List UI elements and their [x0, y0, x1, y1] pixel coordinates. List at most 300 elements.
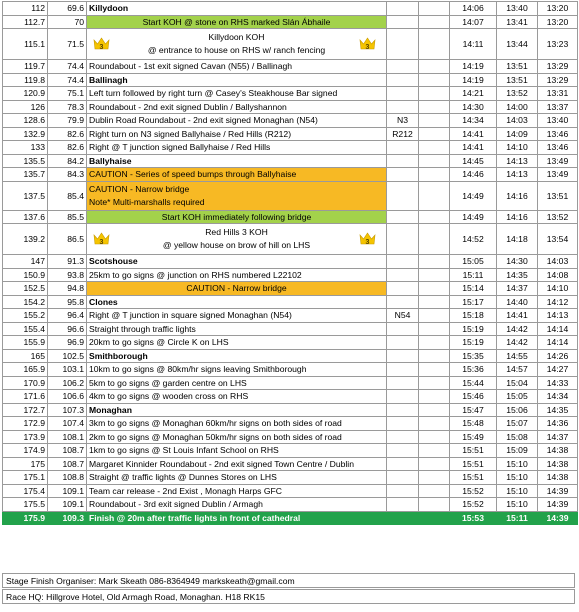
- distance-km: 119.7: [3, 60, 48, 74]
- time-fast: 15:51: [450, 471, 497, 485]
- description-line: Right turn on N3 signed Ballyhaise / Red Hills (R212): [89, 128, 292, 139]
- route-description: [87, 403, 387, 417]
- distance-km: 175.4: [3, 484, 48, 498]
- road-number: N3: [387, 114, 419, 128]
- time-medium: 14:00: [497, 100, 538, 114]
- time-slow: 14:10: [538, 282, 578, 296]
- crown-icon: [93, 37, 110, 50]
- time-medium: 14:10: [497, 141, 538, 155]
- route-row: [3, 282, 578, 296]
- description-line: Killydoon: [89, 3, 129, 14]
- route-row: [3, 168, 578, 182]
- time-fast: 15:19: [450, 336, 497, 350]
- distance-miles: 96.4: [48, 309, 87, 323]
- distance-km: 128.6: [3, 114, 48, 128]
- description-line: Killydoon KOH: [208, 32, 265, 42]
- road-number: [387, 336, 419, 350]
- time-medium: 14:13: [497, 168, 538, 182]
- time-fast: 15:14: [450, 282, 497, 296]
- distance-miles: 74.4: [48, 60, 87, 74]
- time-slow: 13:37: [538, 100, 578, 114]
- time-slow: 14:14: [538, 336, 578, 350]
- crown-icon: [359, 232, 376, 245]
- time-medium: 15:04: [497, 376, 538, 390]
- description-line: 2km to go signs @ Monaghan 50km/hr signs on both sides of road: [89, 431, 342, 442]
- distance-miles: 84.3: [48, 168, 87, 182]
- time-medium: 15:10: [497, 471, 538, 485]
- time-medium: 15:10: [497, 484, 538, 498]
- route-description: [87, 100, 387, 114]
- route-description: [87, 15, 387, 29]
- route-row: [3, 322, 578, 336]
- route-table: [2, 1, 578, 525]
- description-line: Clones: [89, 296, 118, 307]
- time-medium: 13:40: [497, 2, 538, 16]
- time-slow: 14:12: [538, 295, 578, 309]
- time-medium: 14:35: [497, 268, 538, 282]
- route-description: [87, 141, 387, 155]
- time-fast: 14:52: [450, 224, 497, 255]
- crown-icon: [359, 37, 376, 50]
- route-row: [3, 73, 578, 87]
- road-number: R212: [387, 127, 419, 141]
- route-row: [3, 511, 578, 525]
- distance-miles: 69.6: [48, 2, 87, 16]
- route-row: [3, 403, 578, 417]
- time-medium: 14:37: [497, 282, 538, 296]
- route-description: [87, 168, 387, 182]
- time-medium: 15:10: [497, 457, 538, 471]
- route-row: [3, 224, 578, 255]
- road-number: [387, 295, 419, 309]
- time-medium: 14:09: [497, 127, 538, 141]
- blank-cell: [419, 295, 450, 309]
- blank-cell: [419, 349, 450, 363]
- time-fast: 15:05: [450, 255, 497, 269]
- blank-cell: [419, 511, 450, 525]
- distance-miles: 82.6: [48, 127, 87, 141]
- description-line: 25km to go signs @ junction on RHS numbered L22102: [89, 269, 302, 280]
- route-description: [87, 210, 387, 224]
- distance-miles: 71.5: [48, 29, 87, 60]
- distance-km: 175.1: [3, 471, 48, 485]
- route-description: [87, 498, 387, 512]
- description-line-2: @ entrance to house on RHS w/ ranch fencing: [147, 45, 326, 55]
- description-line: Straight through traffic lights: [89, 323, 196, 334]
- time-slow: 14:26: [538, 349, 578, 363]
- distance-miles: 85.5: [48, 210, 87, 224]
- route-description: [87, 336, 387, 350]
- description-line: Dublin Road Roundabout - 2nd exit signed Monaghan (N54): [89, 115, 318, 126]
- route-description: [87, 2, 387, 16]
- distance-km: 137.6: [3, 210, 48, 224]
- time-medium: 13:51: [497, 60, 538, 74]
- blank-cell: [419, 15, 450, 29]
- route-row: [3, 498, 578, 512]
- description-line: Start KOH @ stone on RHS marked Slán Ábhaile: [142, 16, 331, 27]
- koh-category-label: 3: [99, 239, 104, 246]
- route-row: [3, 309, 578, 323]
- time-slow: 13:46: [538, 127, 578, 141]
- blank-cell: [419, 181, 450, 210]
- blank-cell: [419, 498, 450, 512]
- time-slow: 14:27: [538, 363, 578, 377]
- distance-miles: 107.3: [48, 403, 87, 417]
- blank-cell: [419, 168, 450, 182]
- road-number: [387, 168, 419, 182]
- distance-km: 174.9: [3, 444, 48, 458]
- time-fast: 14:41: [450, 141, 497, 155]
- time-fast: 15:46: [450, 390, 497, 404]
- road-number: [387, 141, 419, 155]
- blank-cell: [419, 255, 450, 269]
- blank-cell: [419, 430, 450, 444]
- distance-km: 132.9: [3, 127, 48, 141]
- route-row: [3, 181, 578, 210]
- route-row: [3, 154, 578, 168]
- distance-km: 171.6: [3, 390, 48, 404]
- distance-miles: 96.9: [48, 336, 87, 350]
- description-line: Smithborough: [89, 350, 148, 361]
- road-number: [387, 154, 419, 168]
- route-row: [3, 430, 578, 444]
- blank-cell: [419, 471, 450, 485]
- time-fast: 15:51: [450, 457, 497, 471]
- distance-km: 155.2: [3, 309, 48, 323]
- road-number: [387, 322, 419, 336]
- distance-miles: 108.7: [48, 457, 87, 471]
- distance-miles: 95.8: [48, 295, 87, 309]
- time-medium: 14:16: [497, 210, 538, 224]
- distance-km: 119.8: [3, 73, 48, 87]
- time-fast: 15:53: [450, 511, 497, 525]
- time-fast: 14:19: [450, 73, 497, 87]
- road-number: [387, 498, 419, 512]
- time-slow: 14:36: [538, 417, 578, 431]
- time-medium: 14:16: [497, 181, 538, 210]
- road-number: [387, 484, 419, 498]
- time-slow: 13:23: [538, 29, 578, 60]
- route-description: [87, 73, 387, 87]
- description-line: Left turn followed by right turn @ Casey's Steakhouse Bar signed: [89, 88, 338, 99]
- time-medium: 13:52: [497, 87, 538, 101]
- route-description: [87, 457, 387, 471]
- distance-km: 172.9: [3, 417, 48, 431]
- blank-cell: [419, 73, 450, 87]
- description-line: 3km to go signs @ Monaghan 60km/hr signs on both sides of road: [89, 418, 342, 429]
- time-fast: 14:34: [450, 114, 497, 128]
- distance-km: 170.9: [3, 376, 48, 390]
- description-line: 20km to go signs @ Circle K on LHS: [89, 337, 229, 348]
- blank-cell: [419, 127, 450, 141]
- time-fast: 14:41: [450, 127, 497, 141]
- distance-miles: 106.2: [48, 376, 87, 390]
- road-number: [387, 349, 419, 363]
- time-medium: 14:42: [497, 336, 538, 350]
- distance-miles: 108.7: [48, 444, 87, 458]
- distance-miles: 74.4: [48, 73, 87, 87]
- route-row: [3, 376, 578, 390]
- time-slow: 14:35: [538, 403, 578, 417]
- blank-cell: [419, 390, 450, 404]
- time-medium: 15:10: [497, 498, 538, 512]
- time-fast: 14:21: [450, 87, 497, 101]
- description-line: 5km to go signs @ garden centre on LHS: [89, 377, 247, 388]
- distance-km: 133: [3, 141, 48, 155]
- time-slow: 14:08: [538, 268, 578, 282]
- time-slow: 13:51: [538, 181, 578, 210]
- route-row: [3, 100, 578, 114]
- time-slow: 14:34: [538, 390, 578, 404]
- route-description: [87, 471, 387, 485]
- description-line: Scotshouse: [89, 256, 138, 267]
- distance-miles: 86.5: [48, 224, 87, 255]
- distance-miles: 91.3: [48, 255, 87, 269]
- distance-miles: 109.1: [48, 484, 87, 498]
- route-row: [3, 417, 578, 431]
- road-number: [387, 100, 419, 114]
- distance-km: 154.2: [3, 295, 48, 309]
- road-number: [387, 282, 419, 296]
- distance-km: 115.1: [3, 29, 48, 60]
- blank-cell: [419, 282, 450, 296]
- time-medium: 14:13: [497, 154, 538, 168]
- time-slow: 13:40: [538, 114, 578, 128]
- time-medium: 15:05: [497, 390, 538, 404]
- time-fast: 14:19: [450, 60, 497, 74]
- blank-cell: [419, 444, 450, 458]
- blank-cell: [419, 403, 450, 417]
- blank-cell: [419, 363, 450, 377]
- distance-miles: 85.4: [48, 181, 87, 210]
- blank-cell: [419, 210, 450, 224]
- road-number: [387, 73, 419, 87]
- time-medium: 15:09: [497, 444, 538, 458]
- route-row: [3, 114, 578, 128]
- description-line: Start KOH immediately following bridge: [161, 211, 312, 222]
- road-number: [387, 181, 419, 210]
- time-fast: 15:47: [450, 403, 497, 417]
- time-slow: 14:38: [538, 457, 578, 471]
- distance-miles: 109.1: [48, 498, 87, 512]
- time-fast: 15:49: [450, 430, 497, 444]
- route-description: [87, 322, 387, 336]
- time-fast: 15:52: [450, 498, 497, 512]
- distance-km: 155.9: [3, 336, 48, 350]
- time-slow: 13:31: [538, 87, 578, 101]
- route-description: [87, 511, 387, 525]
- road-number: [387, 2, 419, 16]
- time-fast: 14:30: [450, 100, 497, 114]
- time-fast: 14:07: [450, 15, 497, 29]
- time-slow: 14:37: [538, 430, 578, 444]
- time-slow: 13:54: [538, 224, 578, 255]
- description-line: Ballyhaise: [89, 155, 132, 166]
- time-slow: 13:20: [538, 15, 578, 29]
- time-slow: 13:29: [538, 73, 578, 87]
- route-description: [87, 87, 387, 101]
- route-description: [87, 363, 387, 377]
- road-number: [387, 210, 419, 224]
- route-description: [87, 181, 387, 210]
- distance-km: 137.5: [3, 181, 48, 210]
- distance-km: 172.7: [3, 403, 48, 417]
- time-medium: 14:41: [497, 309, 538, 323]
- road-number: [387, 376, 419, 390]
- distance-km: 175.5: [3, 498, 48, 512]
- time-fast: 15:48: [450, 417, 497, 431]
- time-medium: 15:08: [497, 430, 538, 444]
- route-row: [3, 15, 578, 29]
- time-slow: 13:52: [538, 210, 578, 224]
- distance-km: 165: [3, 349, 48, 363]
- route-description: [87, 154, 387, 168]
- route-row: [3, 349, 578, 363]
- description-line: CAUTION - Series of speed bumps through Ballyhaise: [89, 169, 297, 180]
- time-fast: 15:19: [450, 322, 497, 336]
- distance-km: 173.9: [3, 430, 48, 444]
- description-line: 4km to go signs @ wooden cross on RHS: [89, 391, 249, 402]
- route-row: [3, 457, 578, 471]
- route-row: [3, 444, 578, 458]
- time-slow: 13:49: [538, 154, 578, 168]
- time-fast: 15:35: [450, 349, 497, 363]
- distance-km: 139.2: [3, 224, 48, 255]
- description-line: 10km to go signs @ 80km/hr signs leaving Smithborough: [89, 364, 307, 375]
- description-line-2: Note* Multi-marshalls required: [89, 196, 205, 207]
- distance-km: 112: [3, 2, 48, 16]
- time-fast: 15:36: [450, 363, 497, 377]
- route-description: [87, 349, 387, 363]
- route-description: [87, 484, 387, 498]
- route-row: [3, 471, 578, 485]
- blank-cell: [419, 87, 450, 101]
- road-number: [387, 363, 419, 377]
- description-line: Roundabout - 2nd exit signed Dublin / Ballyshannon: [89, 101, 287, 112]
- route-description: [87, 444, 387, 458]
- road-number: [387, 444, 419, 458]
- time-medium: 15:11: [497, 511, 538, 525]
- time-fast: 14:49: [450, 210, 497, 224]
- time-medium: 14:03: [497, 114, 538, 128]
- road-number: [387, 417, 419, 431]
- time-slow: 13:20: [538, 2, 578, 16]
- distance-km: 135.7: [3, 168, 48, 182]
- route-description: [87, 60, 387, 74]
- stage-finish-organiser: Stage Finish Organiser: Mark Skeath 086-8364949 markskeath@gmail.com: [2, 573, 575, 588]
- distance-miles: 84.2: [48, 154, 87, 168]
- description-line: Straight @ traffic lights @ Dunnes Stores on LHS: [89, 472, 277, 483]
- route-description: [87, 417, 387, 431]
- time-fast: 15:51: [450, 444, 497, 458]
- route-row: [3, 141, 578, 155]
- time-fast: 15:44: [450, 376, 497, 390]
- blank-cell: [419, 417, 450, 431]
- race-hq: Race HQ: Hillgrove Hotel, Old Armagh Road, Monaghan. H18 RK15: [2, 589, 575, 604]
- description-line: Right @ T junction signed Ballyhaise / Red Hills: [89, 142, 271, 153]
- route-row: [3, 484, 578, 498]
- blank-cell: [419, 336, 450, 350]
- distance-km: 152.5: [3, 282, 48, 296]
- route-row: [3, 363, 578, 377]
- time-fast: 14:06: [450, 2, 497, 16]
- time-medium: 13:41: [497, 15, 538, 29]
- route-description: [87, 282, 387, 296]
- description-line: Roundabout - 1st exit signed Cavan (N55) / Ballinagh: [89, 61, 293, 72]
- distance-miles: 106.6: [48, 390, 87, 404]
- description-line: Monaghan: [89, 404, 132, 415]
- koh-category-label: 3: [365, 239, 370, 246]
- description-line-2: @ yellow house on brow of hill on LHS: [162, 240, 311, 250]
- distance-km: 147: [3, 255, 48, 269]
- distance-miles: 82.6: [48, 141, 87, 155]
- route-row: [3, 390, 578, 404]
- time-slow: 14:39: [538, 484, 578, 498]
- route-description: [87, 376, 387, 390]
- distance-km: 175: [3, 457, 48, 471]
- description-line: Right @ T junction in square signed Monaghan (N54): [89, 310, 292, 321]
- distance-km: 155.4: [3, 322, 48, 336]
- description-line: Finish @ 20m after traffic lights in front of cathedral: [89, 512, 301, 523]
- time-medium: 15:06: [497, 403, 538, 417]
- distance-miles: 93.8: [48, 268, 87, 282]
- time-fast: 15:52: [450, 484, 497, 498]
- time-slow: 13:29: [538, 60, 578, 74]
- route-row: [3, 295, 578, 309]
- time-fast: 15:18: [450, 309, 497, 323]
- blank-cell: [419, 322, 450, 336]
- distance-km: 112.7: [3, 15, 48, 29]
- route-row: [3, 60, 578, 74]
- road-number: [387, 403, 419, 417]
- road-number: [387, 29, 419, 60]
- route-description: [87, 224, 387, 255]
- distance-miles: 96.6: [48, 322, 87, 336]
- road-number: N54: [387, 309, 419, 323]
- blank-cell: [419, 154, 450, 168]
- route-description: [87, 309, 387, 323]
- route-row: [3, 29, 578, 60]
- road-number: [387, 390, 419, 404]
- route-row: [3, 255, 578, 269]
- description-line: Red Hills 3 KOH: [205, 227, 268, 237]
- time-fast: 15:17: [450, 295, 497, 309]
- blank-cell: [419, 309, 450, 323]
- road-number: [387, 511, 419, 525]
- time-medium: 13:44: [497, 29, 538, 60]
- road-number: [387, 430, 419, 444]
- time-slow: 14:33: [538, 376, 578, 390]
- road-number: [387, 471, 419, 485]
- route-description: [87, 29, 387, 60]
- blank-cell: [419, 484, 450, 498]
- description-line: Team car release - 2nd Exist , Monagh Harps GFC: [89, 485, 282, 496]
- distance-miles: 103.1: [48, 363, 87, 377]
- distance-km: 120.9: [3, 87, 48, 101]
- blank-cell: [419, 376, 450, 390]
- distance-km: 150.9: [3, 268, 48, 282]
- time-slow: 14:39: [538, 511, 578, 525]
- route-row: [3, 268, 578, 282]
- route-row: [3, 127, 578, 141]
- time-medium: 14:55: [497, 349, 538, 363]
- blank-cell: [419, 60, 450, 74]
- route-description: [87, 268, 387, 282]
- koh-category-label: 3: [365, 44, 370, 51]
- time-fast: 14:46: [450, 168, 497, 182]
- distance-km: 175.9: [3, 511, 48, 525]
- route-row: [3, 336, 578, 350]
